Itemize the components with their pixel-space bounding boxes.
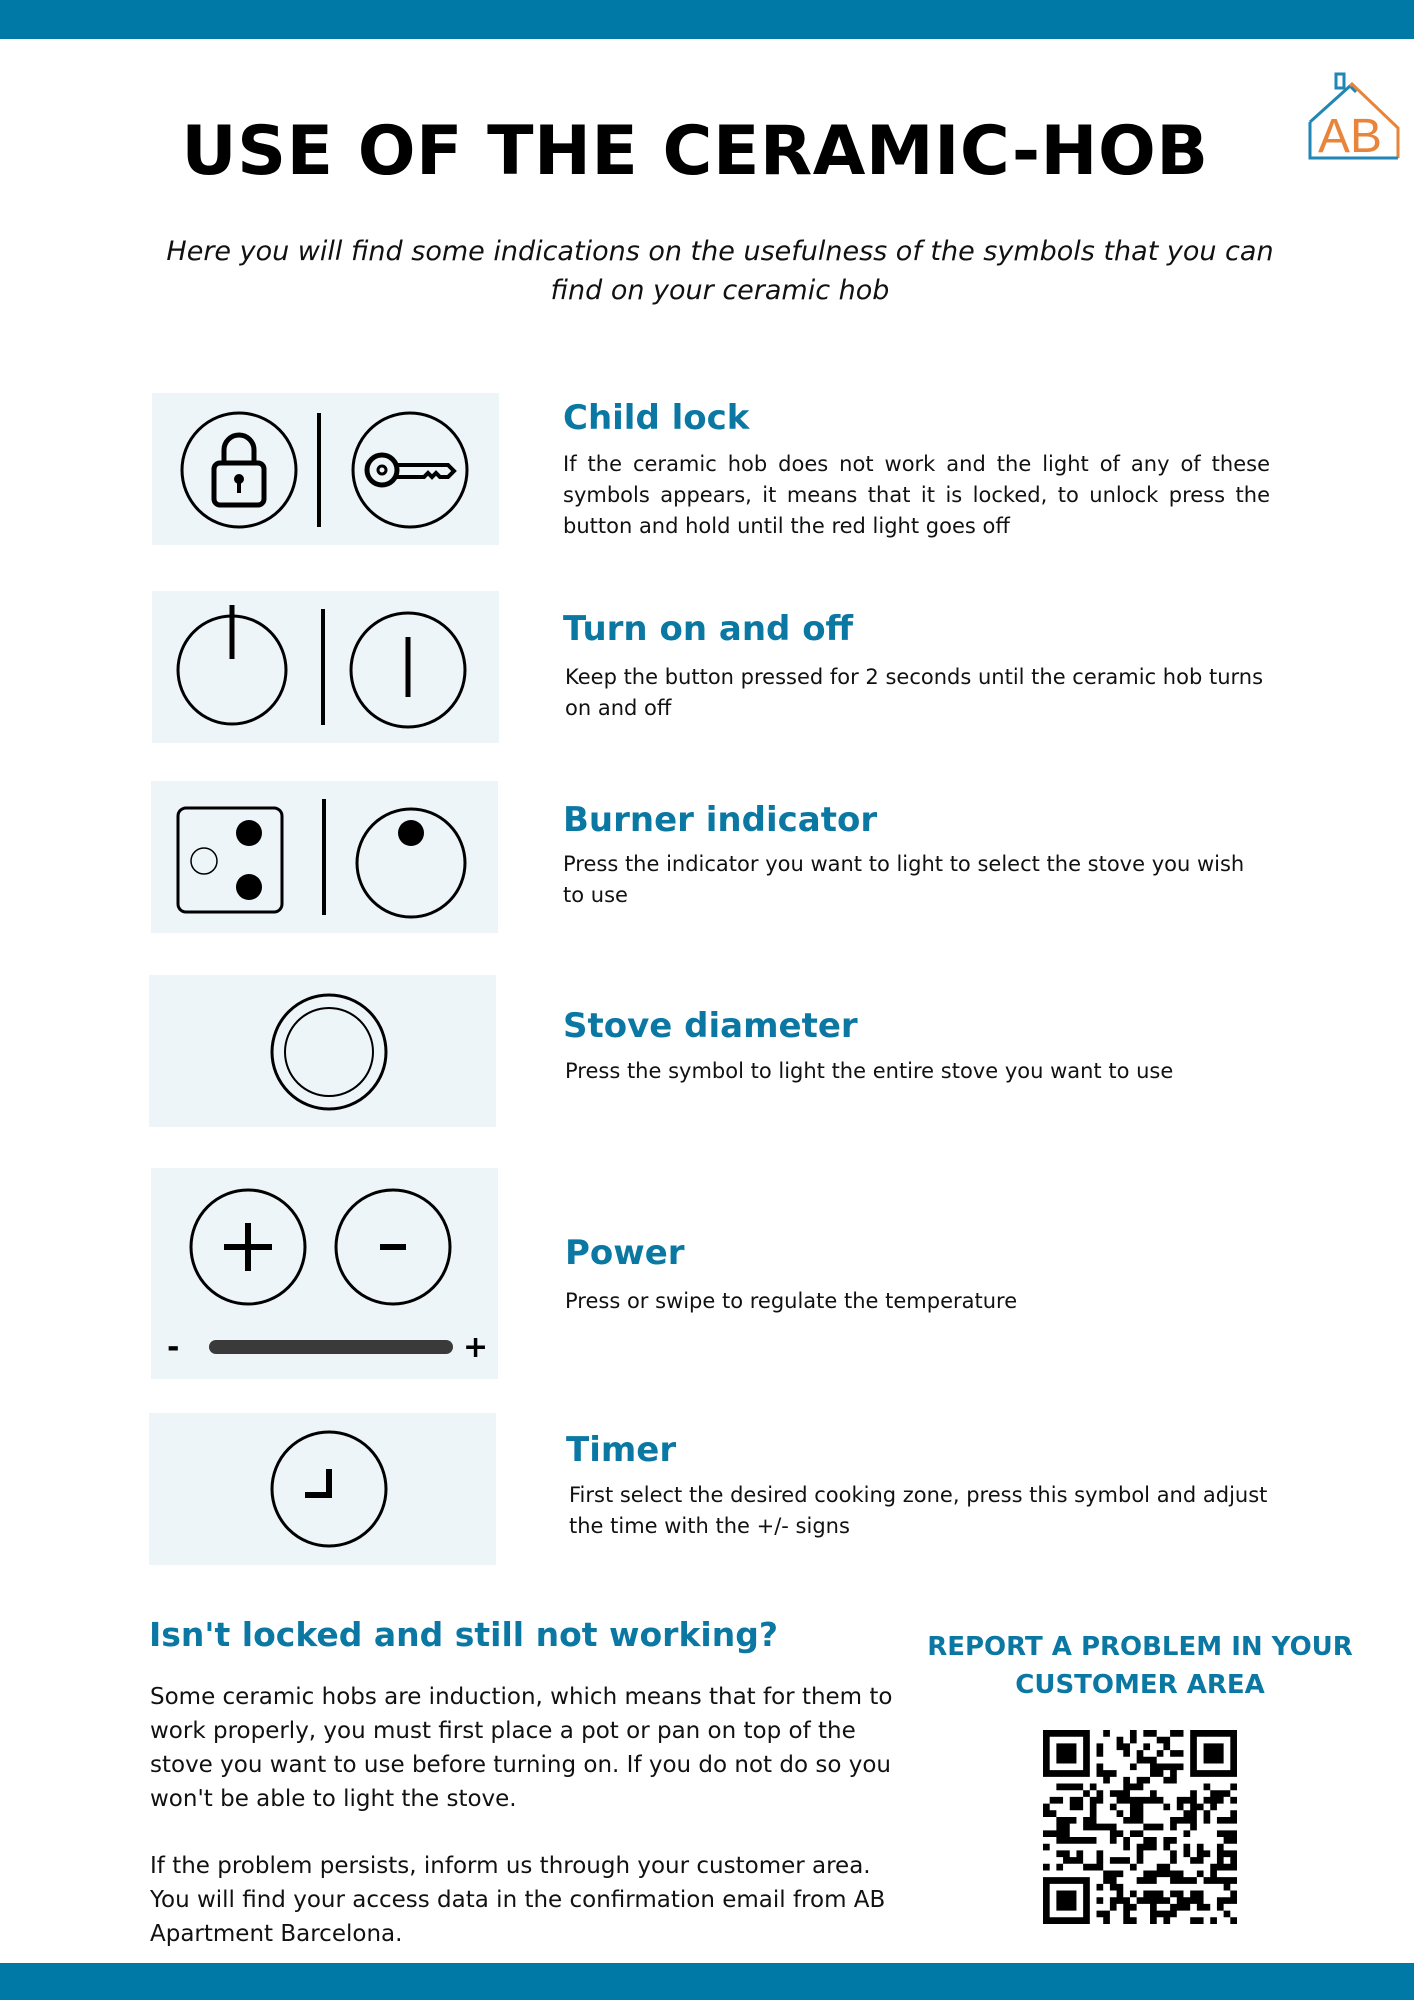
stove-diameter-icons <box>149 975 496 1127</box>
faq-paragraph-2: If the problem persists, inform us through your customer area. You will find your access data in the confirmation email from AB Apartment Barcelona. <box>150 1853 886 1947</box>
section-text-burner: Press the indicator you want to light to select the stove you wish to use <box>563 852 1245 907</box>
faq-paragraph-1: Some ceramic hobs are induction, which means that for them to work properly, you must first place a pot or pan on top of the stove you want to use before turning on. If you do not do so you won't be able to light the stove. <box>150 1684 893 1812</box>
power-level-icons <box>151 1168 498 1379</box>
faq-title: Isn't locked and still not working? <box>149 1615 778 1654</box>
page-title: USE OF THE CERAMIC-HOB <box>181 112 1209 191</box>
page-subtitle: Here you will find some indications on the usefulness of the symbols that you can find on your ceramic hob <box>166 236 1274 306</box>
section-title-stove-diameter: Stove diameter <box>563 1006 858 1046</box>
section-text-child-lock: If the ceramic hob does not work and the light of any of these symbols appears, it means that it is locked, to unlock press the button and hold until the red light goes off <box>563 452 1270 538</box>
power-icons <box>152 591 499 743</box>
section-title-timer: Timer <box>566 1430 677 1470</box>
padlock-icon <box>182 413 296 527</box>
top-bar <box>0 0 1414 39</box>
section-title-burner: Burner indicator <box>563 800 878 840</box>
burner-icons <box>151 781 498 933</box>
bottom-bar <box>0 1963 1414 2000</box>
qr-code[interactable] <box>1043 1730 1237 1924</box>
section-text-turn-on-off: Keep the button pressed for 2 seconds until the ceramic hob turns on and off <box>565 665 1264 720</box>
slider-min-label: - <box>167 1330 180 1365</box>
slider-max-label: + <box>463 1330 489 1365</box>
power-icon <box>178 605 286 724</box>
key-icon <box>353 413 467 527</box>
logo-text: AB <box>1318 110 1383 162</box>
timer-icon <box>272 1432 386 1546</box>
on-icon <box>351 613 465 727</box>
section-title-power: Power <box>565 1233 685 1273</box>
burner-dot-icon <box>357 809 465 917</box>
section-text-stove-diameter: Press the symbol to light the entire stove you want to use <box>565 1059 1174 1083</box>
timer-icons <box>149 1413 496 1565</box>
section-title-turn-on-off: Turn on and off <box>563 609 854 649</box>
power-slider <box>209 1340 453 1354</box>
plus-icon <box>191 1190 305 1304</box>
child-lock-icons <box>152 393 499 545</box>
double-ring-icon <box>272 995 386 1109</box>
report-problem-text: REPORT A PROBLEM IN YOUR CUSTOMER AREA <box>927 1632 1353 1700</box>
section-text-timer: First select the desired cooking zone, press this symbol and adjust the time with the +/- signs <box>569 1483 1268 1538</box>
minus-icon <box>336 1190 450 1304</box>
section-text-power: Press or swipe to regulate the temperature <box>565 1289 1018 1313</box>
burner-layout-icon <box>178 808 282 912</box>
section-title-child-lock: Child lock <box>563 398 750 438</box>
